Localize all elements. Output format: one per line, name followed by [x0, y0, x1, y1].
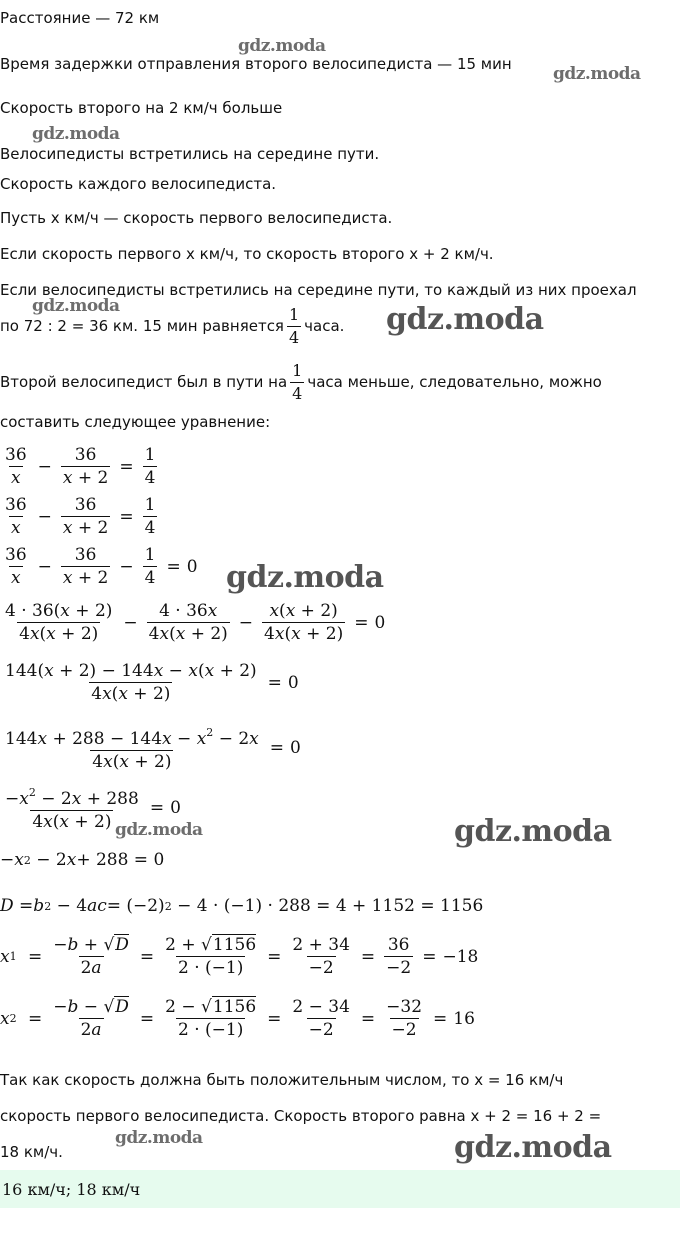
equation-5: $\frac{144(x + 2) - 144x - x(x + 2)}{4x(x + 2)}$ = 0: [5, 661, 299, 704]
speed-statement: Если скорость первого x км/ч, то скорость второго x + 2 км/ч.: [0, 245, 494, 263]
watermark: gdz.moda: [386, 302, 544, 337]
root-x2: x 2 = $\frac{-b - √D}{2a}$ = $\frac{2 - √1156}{2 \cdot (-1)}$ = $\frac{2 - 34}{-2}$ = $\frac{-32}{-2}$ = 16: [0, 997, 475, 1040]
watermark: gdz.moda: [32, 124, 120, 144]
given-speed-diff: Скорость второго на 2 км/ч больше: [0, 99, 283, 117]
equation-4: $\frac{4 \cdot 36(x + 2)}{4x(x + 2)}$ − $\frac{4 \cdot 36x}{4x(x + 2)}$ − $\frac{x(x + 2)}{4x(x + 2)}$ = 0: [5, 601, 386, 644]
middle-statement-2: по 72 : 2 = 36 км. 15 мин равняется: [0, 317, 284, 335]
middle-statement-1: Если велосипедисты встретились на середине пути, то каждый из них проехал: [0, 281, 637, 299]
given-distance: Расстояние — 72 км: [0, 9, 160, 27]
hours-word: часа.: [304, 317, 345, 335]
discriminant: D = b 2 − 4 ac = (−2) 2 − 4 · (−1) · 288 = 4 + 1152 = 1156: [0, 896, 484, 916]
watermark: gdz.moda: [454, 1130, 612, 1165]
conclusion-2: скорость первого велосипедиста. Скорость второго равна x + 2 = 16 + 2 =: [0, 1107, 602, 1125]
watermark: gdz.moda: [115, 820, 203, 840]
conclusion-1: Так как скорость должна быть положительным числом, то x = 16 км/ч: [0, 1071, 564, 1089]
root-x1: x 1 = $\frac{-b + √D}{2a}$ = $\frac{2 + √1156}{2 \cdot (-1)}$ = $\frac{2 + 34}{-2}$ = $\frac{36}{-2}$ = −18: [0, 935, 479, 978]
watermark: gdz.moda: [115, 1128, 203, 1148]
equation-6: $\frac{144x + 288 - 144x - x^2 - 2x}{4x(x + 2)}$ = 0: [5, 726, 301, 772]
equation-2: $\frac{36}{x}$ − $\frac{36}{x + 2}$ = $\frac{1}{4}$: [5, 495, 156, 538]
watermark: gdz.moda: [32, 296, 120, 316]
equation-3: $\frac{36}{x}$ − $\frac{36}{x + 2}$ − $\frac{1}{4}$ = 0: [5, 545, 198, 588]
equation-1: $\frac{36}{x}$ − $\frac{36}{x + 2}$ = $\frac{1}{4}$: [5, 445, 156, 488]
watermark: gdz.moda: [226, 560, 384, 595]
watermark: gdz.moda: [553, 64, 641, 84]
second-less-text: Второй велосипедист был в пути на: [0, 373, 288, 391]
compose-text: составить следующее уравнение:: [0, 413, 271, 431]
answer-text: 16 км/ч; 18 км/ч: [2, 1179, 141, 1199]
watermark: gdz.moda: [238, 36, 326, 56]
fraction-one-quarter: $\frac{1}{4}$: [288, 304, 300, 347]
given-meeting: Велосипедисты встретились на середине пути.: [0, 145, 380, 163]
let-statement: Пусть x км/ч — скорость первого велосипедиста.: [0, 209, 393, 227]
second-less-tail: часа меньше, следовательно, можно: [307, 373, 602, 391]
watermark: gdz.moda: [454, 814, 612, 849]
given-delay: Время задержки отправления второго велосипедиста — 15 мин: [0, 55, 512, 73]
find-text: Скорость каждого велосипедиста.: [0, 175, 277, 193]
fraction-one-quarter: $\frac{1}{4}$: [292, 360, 303, 403]
equation-8: − x 2 − 2 x + 288 = 0: [0, 850, 165, 870]
conclusion-3: 18 км/ч.: [0, 1143, 63, 1161]
answer-box: [0, 1170, 680, 1208]
equation-7: $\frac{-x^2 - 2x + 288}{4x(x + 2)}$ = 0: [5, 786, 181, 832]
second-less-row: [0, 356, 602, 408]
